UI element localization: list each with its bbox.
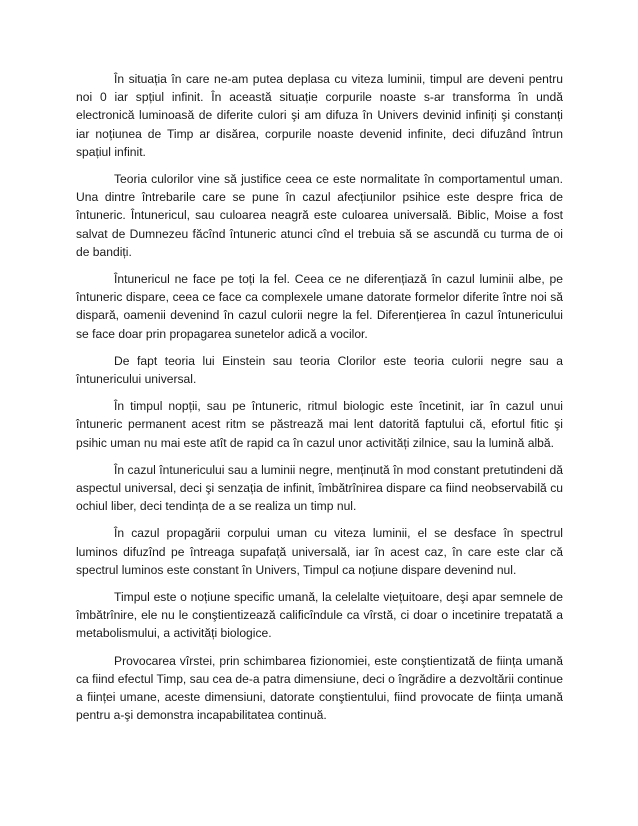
paragraph-7: În cazul propagării corpului uman cu viteza luminii, el se desface în spectrul luminos difuzînd pe întreaga supafață universală, iar în acest caz, în care este clar că spectrul luminos este constant în Univers, Timpul ca noțiune dispare devenind nul. [76, 526, 563, 577]
paragraph-5: În timpul nopții, sau pe întuneric, ritmul biologic este încetinit, iar în cazul unui întuneric permanent acest ritm se păstrează mai lent datorită faptului că, efortul fitic şi psihic uman nu mai este atît de rapid ca în cazul unor activități zilnice, sau la lumină albă. [76, 399, 563, 450]
paragraph-1: În situația în care ne-am putea deplasa cu viteza luminii, timpul are deveni pentru noi 0 iar spțiul infinit. În această situație corpurile noaste s-ar transforma în undă electronică luminoasă de diferite culori şi am difuza în Univers devinid infiniți şi constanți iar noțiunea de Timp ar disărea, corpurile noaste devenid infinite, deci difuzând întrun spațiul infinit. [76, 72, 563, 159]
paragraph-9: Provocarea vîrstei, prin schimbarea fizionomiei, este conştientizată de ființa umană ca fiind efectul Timp, sau cea de-a patra dimensiune, deci o îngrădire a dezvoltării continue a ființei umane, aceste dimensiuni, datorate conştientului, fiind provocate de ființa umană pentru a-şi demonstra incapabilitatea continuă. [76, 653, 563, 723]
paragraph-2: Teoria culorilor vine să justifice ceea ce este normalitate în comportamentul uman. Una dintre întrebarile care se pune în cazul afecțiunilor psihice este despre frica de întuneric. Întunericul, sau culoarea neagră este culoarea universală. Biblic, Moise a fost salvat de Dumnezeu făcînd întuneric atunci cînd el trebuia să se ascundă cu turma de oi de bandiți. [76, 172, 563, 259]
document-body [76, 70, 563, 734]
paragraph-8: Timpul este o noțiune specific umană, la celelalte viețuitoare, deşi apar semnele de îmbătrînire, ele nu le conştientizează calificîndule ca vîrstă, ci doar o incetinire trepatată a metabolismului, a activități biologice. [76, 590, 563, 641]
paragraph-4: De fapt teoria lui Einstein sau teoria Clorilor este teoria culorii negre sau a întunericului universal. [76, 353, 563, 387]
paragraph-3: Întunericul ne face pe toți la fel. Ceea ce ne diferențiază în cazul luminii albe, pe întuneric dispare, ceea ce face ca complexele umane datorate formelor diferite între noi să dispară, oamenii devenind în cazul culorii negre la fel. Diferențierea în cazul întunericului se face doar prin propagarea sunetelor adică a vocilor. [76, 272, 563, 341]
paragraph-6: În cazul întunericului sau a luminii negre, menținută în mod constant pretutindeni dă aspectul universal, deci şi senzația de infinit, îmbătrînirea dispare ca fiind neobservabilă cu ochiul liber, deci tendința de a se realiza un timp nul. [76, 462, 563, 514]
